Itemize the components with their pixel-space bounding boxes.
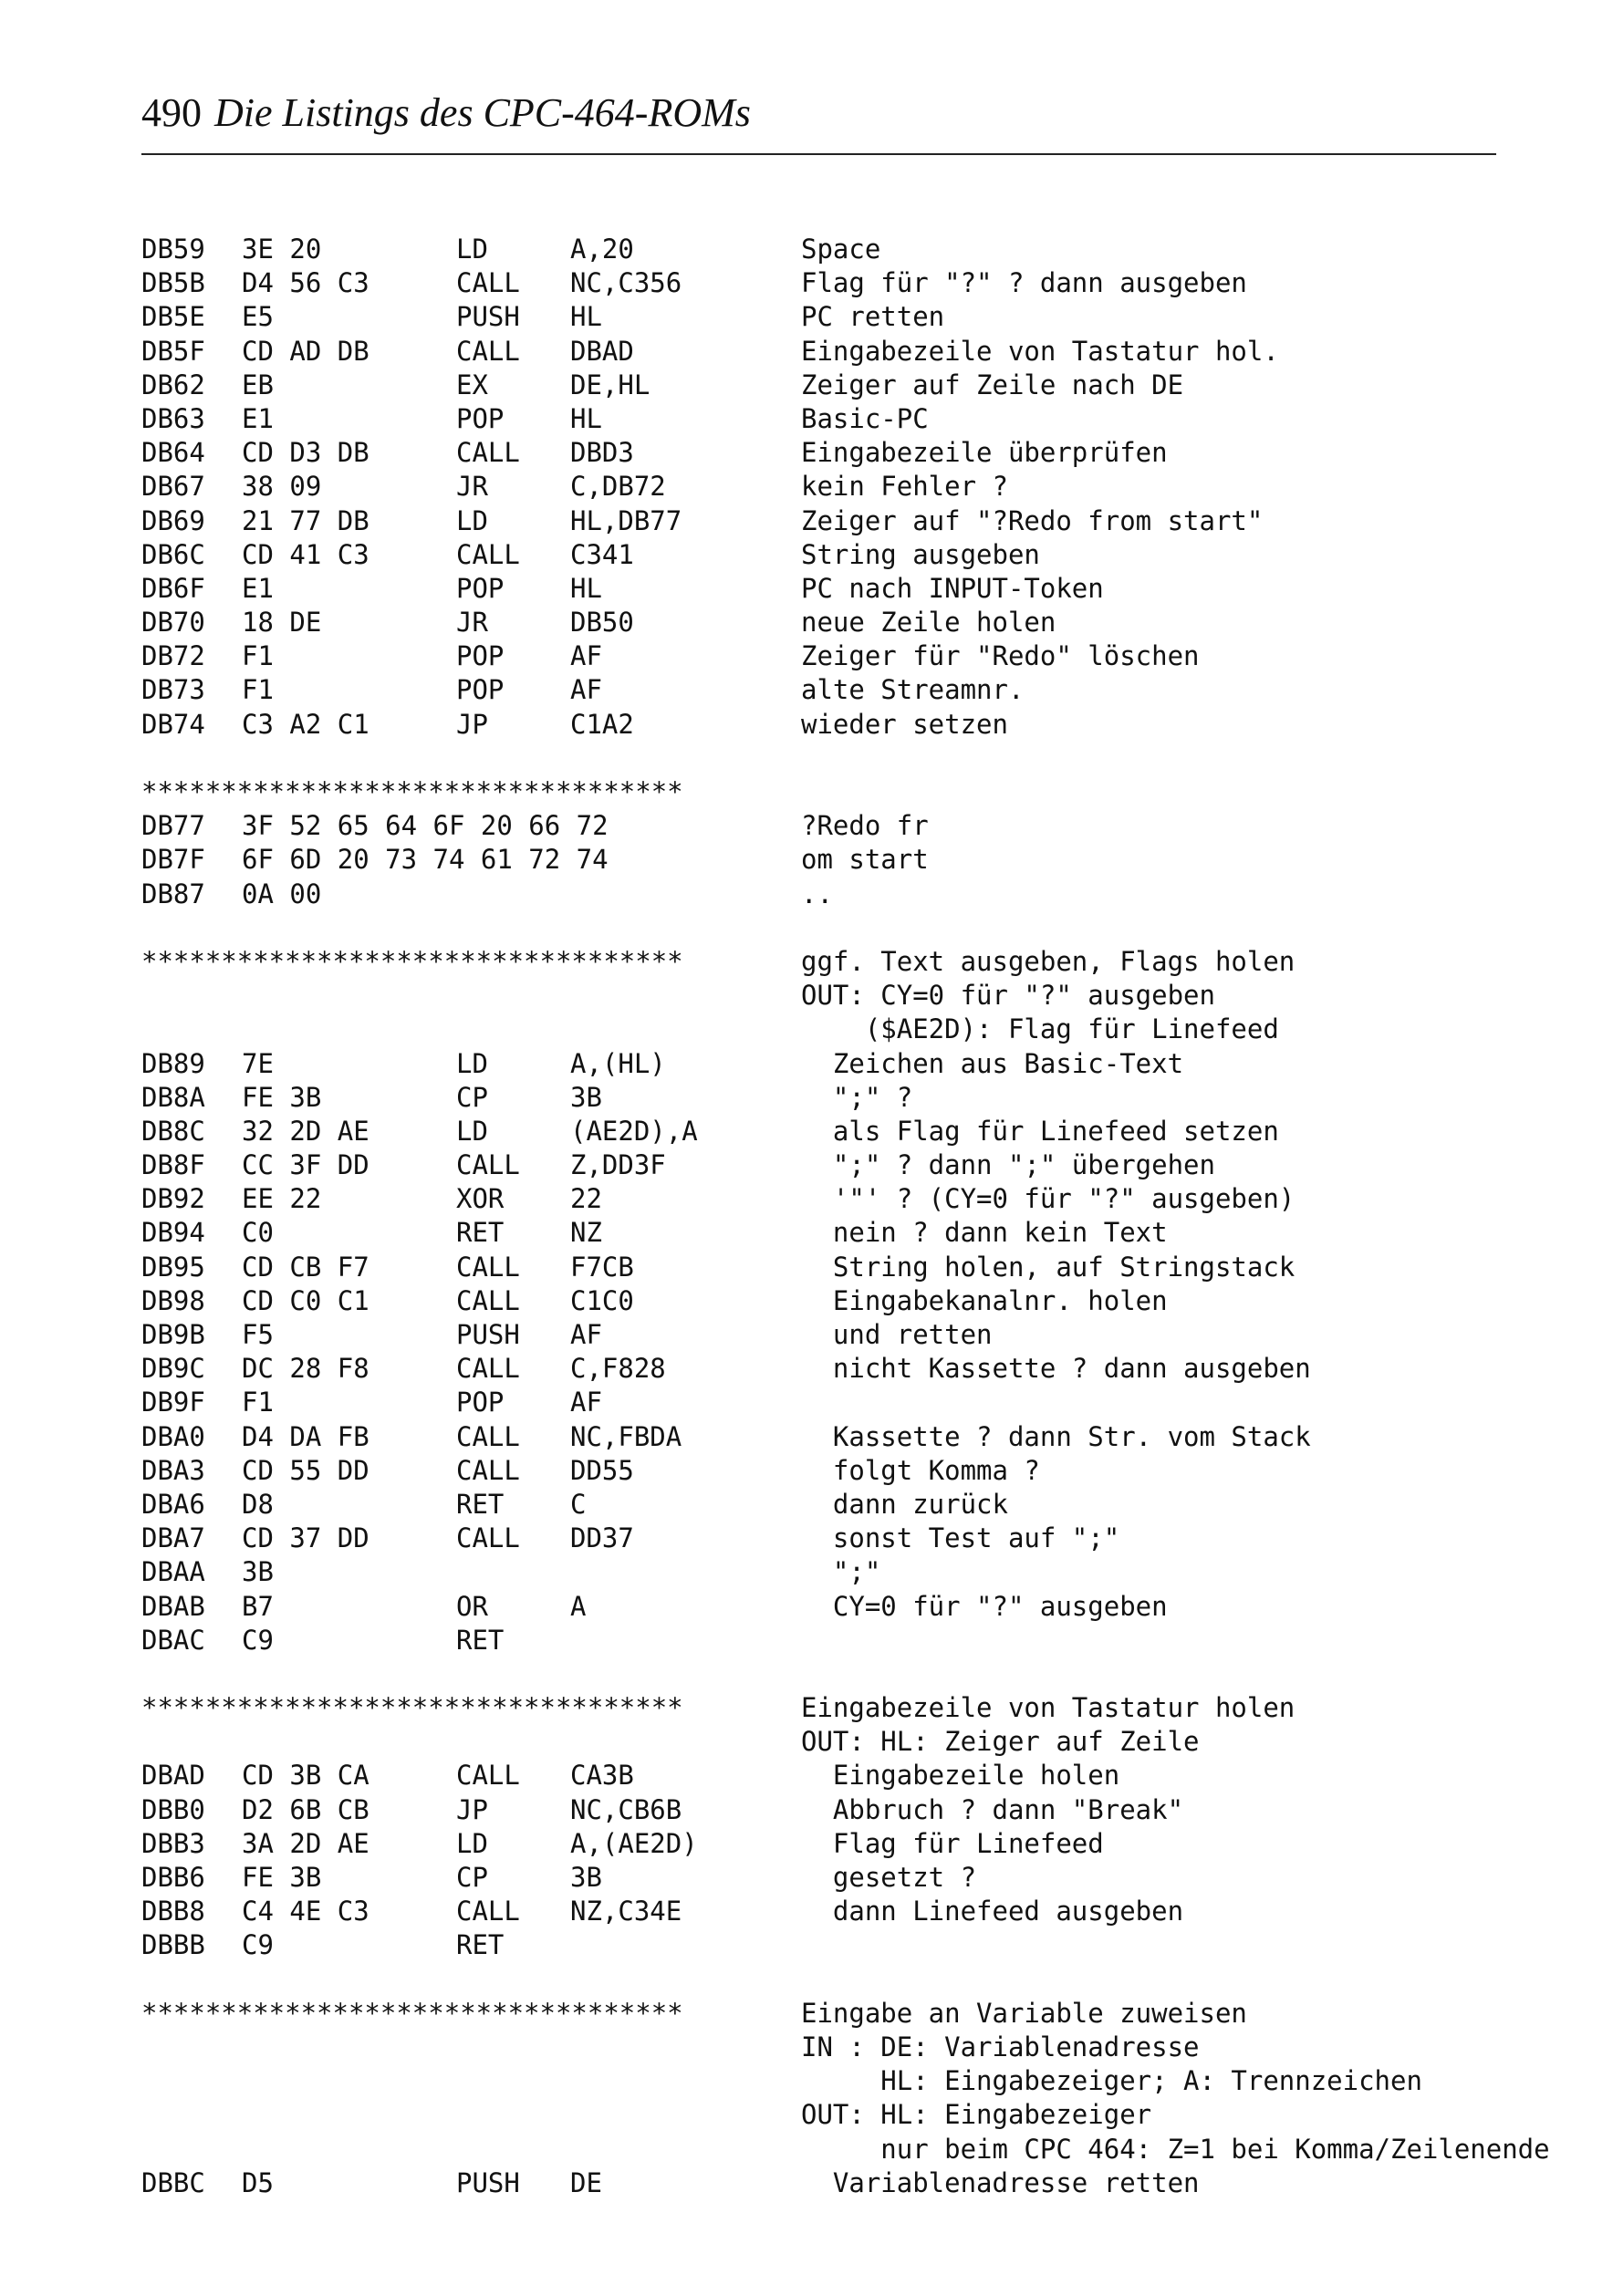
operand: HL bbox=[570, 402, 602, 434]
comment: wieder setzen bbox=[801, 708, 1008, 740]
hex-bytes: F1 bbox=[242, 1387, 274, 1418]
hex-bytes: 6F 6D 20 73 74 61 72 74 bbox=[242, 844, 609, 876]
address: DBAA bbox=[141, 1556, 205, 1588]
mnemonic: CALL bbox=[456, 1251, 520, 1283]
listing-line bbox=[141, 2098, 1528, 2132]
listing-line bbox=[141, 1895, 1528, 1928]
mnemonic: RET bbox=[456, 1624, 505, 1656]
address: DBB0 bbox=[141, 1793, 205, 1825]
comment: Basic-PC bbox=[801, 402, 929, 434]
listing-line bbox=[141, 1725, 1528, 1759]
hex-bytes: DC 28 F8 bbox=[242, 1353, 369, 1385]
mnemonic: RET bbox=[456, 1488, 505, 1520]
comment: nicht Kassette ? dann ausgeben bbox=[801, 1353, 1311, 1385]
listing-line bbox=[141, 1318, 1528, 1352]
blank-line bbox=[141, 1657, 1528, 1691]
comment: Flag für Linefeed bbox=[801, 1827, 1104, 1859]
operand: C1C0 bbox=[570, 1284, 634, 1316]
address: DB8C bbox=[141, 1115, 205, 1147]
address: DB98 bbox=[141, 1284, 205, 1316]
operand: DE bbox=[570, 2166, 602, 2198]
listing-line bbox=[141, 369, 1528, 402]
operand: DD55 bbox=[570, 1454, 634, 1486]
address: DB9B bbox=[141, 1319, 205, 1350]
address: DB5B bbox=[141, 267, 205, 299]
listing-line bbox=[141, 1216, 1528, 1250]
address: DBA7 bbox=[141, 1522, 205, 1554]
hex-bytes: D4 56 C3 bbox=[242, 267, 369, 299]
operand: DBAD bbox=[570, 335, 634, 367]
address: DB6F bbox=[141, 572, 205, 604]
comment: Eingabezeile von Tastatur holen bbox=[801, 1692, 1296, 1724]
mnemonic: XOR bbox=[456, 1183, 505, 1215]
operand: DE,HL bbox=[570, 369, 650, 400]
listing-line bbox=[141, 436, 1528, 470]
comment: gesetzt ? bbox=[801, 1862, 977, 1893]
hex-bytes: C9 bbox=[242, 1929, 274, 1961]
listing-line bbox=[141, 639, 1528, 673]
operand: A,(AE2D) bbox=[570, 1827, 698, 1859]
hex-bytes: EB bbox=[242, 369, 274, 400]
hex-bytes: 3E 20 bbox=[242, 234, 322, 265]
hex-bytes: D8 bbox=[242, 1488, 274, 1520]
listing-line bbox=[141, 1928, 1528, 1962]
asterisk-separator: ********************************** bbox=[141, 776, 683, 807]
comment: Kassette ? dann Str. vom Stack bbox=[801, 1420, 1311, 1452]
listing-line bbox=[141, 572, 1528, 606]
hex-bytes: F1 bbox=[242, 640, 274, 672]
operand: 22 bbox=[570, 1183, 602, 1215]
comment: Eingabe an Variable zuweisen bbox=[801, 1997, 1247, 2029]
hex-bytes: C0 bbox=[242, 1217, 274, 1249]
listing-line bbox=[141, 1861, 1528, 1895]
address: DB9F bbox=[141, 1387, 205, 1418]
address: DB5F bbox=[141, 335, 205, 367]
mnemonic: JP bbox=[456, 1793, 488, 1825]
address: DB94 bbox=[141, 1217, 205, 1249]
comment: Variablenadresse retten bbox=[801, 2166, 1200, 2198]
hex-bytes: CC 3F DD bbox=[242, 1149, 369, 1181]
comment: sonst Test auf ";" bbox=[801, 1522, 1120, 1554]
address: DB87 bbox=[141, 878, 205, 909]
mnemonic: OR bbox=[456, 1590, 488, 1622]
mnemonic: LD bbox=[456, 1047, 488, 1079]
comment: IN : DE: Variablenadresse bbox=[801, 2031, 1200, 2062]
hex-bytes: CD 55 DD bbox=[242, 1454, 369, 1486]
operand: C,F828 bbox=[570, 1353, 666, 1385]
comment: ";" ? dann ";" übergehen bbox=[801, 1149, 1215, 1181]
operand: CA3B bbox=[570, 1760, 634, 1792]
listing-line bbox=[141, 2133, 1550, 2166]
listing-line bbox=[141, 1793, 1528, 1827]
listing-line bbox=[141, 1827, 1528, 1861]
page-title: Die Listings des CPC-464-ROMs bbox=[214, 90, 751, 135]
hex-bytes: E1 bbox=[242, 402, 274, 434]
assembly-listing bbox=[141, 233, 1550, 2200]
listing-line bbox=[141, 402, 1528, 436]
hex-bytes: F1 bbox=[242, 674, 274, 706]
address: DBAB bbox=[141, 1590, 205, 1622]
address: DBBC bbox=[141, 2166, 205, 2198]
hex-bytes: 7E bbox=[242, 1047, 274, 1079]
comment: om start bbox=[801, 844, 929, 876]
address: DB7F bbox=[141, 844, 205, 876]
comment: PC retten bbox=[801, 301, 945, 333]
address: DB63 bbox=[141, 402, 205, 434]
listing-line bbox=[141, 1148, 1528, 1182]
listing-line bbox=[141, 1182, 1528, 1216]
listing-line bbox=[141, 673, 1528, 707]
mnemonic: CP bbox=[456, 1081, 488, 1113]
listing-line bbox=[141, 2166, 1528, 2200]
comment: CY=0 für "?" ausgeben bbox=[801, 1590, 1168, 1622]
operand: NZ bbox=[570, 1217, 602, 1249]
mnemonic: PUSH bbox=[456, 301, 520, 333]
hex-bytes: CD 41 C3 bbox=[242, 538, 369, 570]
hex-bytes: D2 6B CB bbox=[242, 1793, 369, 1825]
listing-line bbox=[141, 470, 1528, 504]
address: DB89 bbox=[141, 1047, 205, 1079]
hex-bytes: F5 bbox=[242, 1319, 274, 1350]
blank-line bbox=[141, 911, 1528, 945]
comment: '"' ? (CY=0 für "?" ausgeben) bbox=[801, 1183, 1296, 1215]
comment: alte Streamnr. bbox=[801, 674, 1025, 706]
comment: Eingabezeile überprüfen bbox=[801, 437, 1168, 469]
address: DB92 bbox=[141, 1183, 205, 1215]
address: DBA0 bbox=[141, 1420, 205, 1452]
hex-bytes: D5 bbox=[242, 2166, 274, 2198]
comment: dann zurück bbox=[801, 1488, 1008, 1520]
address: DBB6 bbox=[141, 1862, 205, 1893]
listing-line bbox=[141, 979, 1528, 1013]
mnemonic: CALL bbox=[456, 437, 520, 469]
hex-bytes: E1 bbox=[242, 572, 274, 604]
operand: DD37 bbox=[570, 1522, 634, 1554]
comment: Zeiger für "Redo" löschen bbox=[801, 640, 1200, 672]
comment: Abbruch ? dann "Break" bbox=[801, 1793, 1184, 1825]
blank-line bbox=[141, 1963, 1528, 1997]
address: DB9C bbox=[141, 1353, 205, 1385]
mnemonic: CALL bbox=[456, 1149, 520, 1181]
operand: AF bbox=[570, 1387, 602, 1418]
listing-line bbox=[141, 1013, 1528, 1046]
operand: 3B bbox=[570, 1862, 602, 1893]
mnemonic: LD bbox=[456, 504, 488, 536]
operand: NZ,C34E bbox=[570, 1896, 682, 1927]
mnemonic: POP bbox=[456, 1387, 505, 1418]
listing-line bbox=[141, 1522, 1528, 1555]
address: DB8F bbox=[141, 1149, 205, 1181]
listing-line bbox=[141, 708, 1528, 742]
listing-line bbox=[141, 1047, 1528, 1081]
mnemonic: JR bbox=[456, 471, 488, 503]
comment: OUT: CY=0 für "?" ausgeben bbox=[801, 980, 1215, 1012]
mnemonic: CALL bbox=[456, 1454, 520, 1486]
listing-line bbox=[141, 1555, 1528, 1589]
listing-line bbox=[141, 266, 1528, 300]
address: DB5E bbox=[141, 301, 205, 333]
operand: C bbox=[570, 1488, 587, 1520]
mnemonic: JP bbox=[456, 708, 488, 740]
mnemonic: RET bbox=[456, 1929, 505, 1961]
separator-line bbox=[141, 945, 1528, 979]
mnemonic: CALL bbox=[456, 1760, 520, 1792]
mnemonic: LD bbox=[456, 1827, 488, 1859]
mnemonic: POP bbox=[456, 674, 505, 706]
comment: Eingabezeile holen bbox=[801, 1760, 1120, 1792]
address: DB64 bbox=[141, 437, 205, 469]
hex-bytes: CD C0 C1 bbox=[242, 1284, 369, 1316]
listing-line bbox=[141, 606, 1528, 639]
address: DB70 bbox=[141, 607, 205, 639]
address: DBB3 bbox=[141, 1827, 205, 1859]
mnemonic: CALL bbox=[456, 1522, 520, 1554]
operand: HL,DB77 bbox=[570, 504, 682, 536]
listing-line bbox=[141, 878, 1528, 911]
separator-line bbox=[141, 1691, 1528, 1725]
comment: String ausgeben bbox=[801, 538, 1040, 570]
hex-bytes: 3A 2D AE bbox=[242, 1827, 369, 1859]
operand: A,20 bbox=[570, 234, 634, 265]
mnemonic: EX bbox=[456, 369, 488, 400]
mnemonic: CALL bbox=[456, 1420, 520, 1452]
operand: (AE2D),A bbox=[570, 1115, 698, 1147]
hex-bytes: 18 DE bbox=[242, 607, 322, 639]
operand: NC,C356 bbox=[570, 267, 682, 299]
mnemonic: CALL bbox=[456, 1284, 520, 1316]
operand: AF bbox=[570, 1319, 602, 1350]
comment: kein Fehler ? bbox=[801, 471, 1008, 503]
mnemonic: CALL bbox=[456, 1353, 520, 1385]
operand: AF bbox=[570, 674, 602, 706]
asterisk-separator: ********************************** bbox=[141, 1692, 683, 1724]
listing-line bbox=[141, 1115, 1528, 1148]
operand: A bbox=[570, 1590, 587, 1622]
operand: A,(HL) bbox=[570, 1047, 666, 1079]
hex-bytes: CD 37 DD bbox=[242, 1522, 369, 1554]
blank-line bbox=[141, 742, 1528, 775]
listing-line bbox=[141, 809, 1528, 843]
hex-bytes: E5 bbox=[242, 301, 274, 333]
comment: ggf. Text ausgeben, Flags holen bbox=[801, 945, 1296, 977]
listing-line bbox=[141, 1081, 1528, 1115]
page-header bbox=[141, 89, 1496, 137]
comment: ";" bbox=[801, 1556, 881, 1588]
address: DB73 bbox=[141, 674, 205, 706]
hex-bytes: FE 3B bbox=[242, 1081, 322, 1113]
operand: NC,CB6B bbox=[570, 1793, 682, 1825]
mnemonic: PUSH bbox=[456, 1319, 520, 1350]
address: DBB8 bbox=[141, 1896, 205, 1927]
operand: F7CB bbox=[570, 1251, 634, 1283]
operand: C341 bbox=[570, 538, 634, 570]
hex-bytes: CD D3 DB bbox=[242, 437, 369, 469]
hex-bytes: EE 22 bbox=[242, 1183, 322, 1215]
comment: Zeiger auf "?Redo from start" bbox=[801, 504, 1264, 536]
comment: String holen, auf Stringstack bbox=[801, 1251, 1296, 1283]
comment: nur beim CPC 464: Z=1 bei Komma/Zeilenende bbox=[801, 2133, 1550, 2165]
mnemonic: CALL bbox=[456, 1896, 520, 1927]
mnemonic: POP bbox=[456, 402, 505, 434]
mnemonic: CALL bbox=[456, 538, 520, 570]
mnemonic: CALL bbox=[456, 267, 520, 299]
address: DB74 bbox=[141, 708, 205, 740]
listing-line bbox=[141, 843, 1528, 877]
listing-line bbox=[141, 1454, 1528, 1488]
hex-bytes: C3 A2 C1 bbox=[242, 708, 369, 740]
hex-bytes: CD CB F7 bbox=[242, 1251, 369, 1283]
hex-bytes: CD AD DB bbox=[242, 335, 369, 367]
comment: als Flag für Linefeed setzen bbox=[801, 1115, 1279, 1147]
mnemonic: CALL bbox=[456, 335, 520, 367]
address: DB72 bbox=[141, 640, 205, 672]
listing-line bbox=[141, 1352, 1528, 1386]
comment: folgt Komma ? bbox=[801, 1454, 1040, 1486]
listing-line bbox=[141, 300, 1528, 334]
operand: C,DB72 bbox=[570, 471, 666, 503]
mnemonic: POP bbox=[456, 572, 505, 604]
comment: ?Redo fr bbox=[801, 810, 929, 842]
mnemonic: RET bbox=[456, 1217, 505, 1249]
address: DBAD bbox=[141, 1760, 205, 1792]
listing-line bbox=[141, 504, 1528, 538]
comment: OUT: HL: Zeiger auf Zeile bbox=[801, 1726, 1200, 1758]
address: DBAC bbox=[141, 1624, 205, 1656]
comment: .. bbox=[801, 878, 833, 909]
address: DBA6 bbox=[141, 1488, 205, 1520]
mnemonic: PUSH bbox=[456, 2166, 520, 2198]
listing-line bbox=[141, 233, 1528, 266]
listing-line bbox=[141, 1624, 1528, 1657]
operand: C1A2 bbox=[570, 708, 634, 740]
asterisk-separator: ********************************** bbox=[141, 945, 683, 977]
hex-bytes: 21 77 DB bbox=[242, 504, 369, 536]
listing-line bbox=[141, 1251, 1528, 1284]
operand: HL bbox=[570, 572, 602, 604]
mnemonic: POP bbox=[456, 640, 505, 672]
hex-bytes: D4 DA FB bbox=[242, 1420, 369, 1452]
hex-bytes: C4 4E C3 bbox=[242, 1896, 369, 1927]
mnemonic: LD bbox=[456, 1115, 488, 1147]
operand: NC,FBDA bbox=[570, 1420, 682, 1452]
address: DB69 bbox=[141, 504, 205, 536]
comment: neue Zeile holen bbox=[801, 607, 1056, 639]
address: DB67 bbox=[141, 471, 205, 503]
listing-line bbox=[141, 1284, 1528, 1318]
address: DB8A bbox=[141, 1081, 205, 1113]
separator-line bbox=[141, 1997, 1528, 2031]
comment: Eingabekanalnr. holen bbox=[801, 1284, 1168, 1316]
hex-bytes: FE 3B bbox=[242, 1862, 322, 1893]
asterisk-separator: ********************************** bbox=[141, 1997, 683, 2029]
address: DB62 bbox=[141, 369, 205, 400]
header-rule bbox=[141, 153, 1496, 155]
hex-bytes: 3F 52 65 64 6F 20 66 72 bbox=[242, 810, 609, 842]
comment: ($AE2D): Flag für Linefeed bbox=[801, 1013, 1279, 1045]
comment: nein ? dann kein Text bbox=[801, 1217, 1168, 1249]
operand: HL bbox=[570, 301, 602, 333]
operand: DBD3 bbox=[570, 437, 634, 469]
operand: Z,DD3F bbox=[570, 1149, 666, 1181]
hex-bytes: 3B bbox=[242, 1556, 274, 1588]
operand: DB50 bbox=[570, 607, 634, 639]
listing-line bbox=[141, 335, 1528, 369]
comment: Eingabezeile von Tastatur hol. bbox=[801, 335, 1279, 367]
address: DB95 bbox=[141, 1251, 205, 1283]
listing-line bbox=[141, 538, 1528, 572]
listing-line bbox=[141, 1488, 1528, 1522]
comment: OUT: HL: Eingabezeiger bbox=[801, 2099, 1152, 2131]
hex-bytes: C9 bbox=[242, 1624, 274, 1656]
hex-bytes: CD 3B CA bbox=[242, 1760, 369, 1792]
hex-bytes: 38 09 bbox=[242, 471, 322, 503]
comment: und retten bbox=[801, 1319, 993, 1350]
address: DB77 bbox=[141, 810, 205, 842]
address: DB59 bbox=[141, 234, 205, 265]
comment: dann Linefeed ausgeben bbox=[801, 1896, 1184, 1927]
mnemonic: CP bbox=[456, 1862, 488, 1893]
listing-line bbox=[141, 2064, 1528, 2098]
comment: ";" ? bbox=[801, 1081, 913, 1113]
listing-line bbox=[141, 1420, 1528, 1454]
address: DBA3 bbox=[141, 1454, 205, 1486]
page-number: 490 bbox=[141, 90, 202, 135]
mnemonic: LD bbox=[456, 234, 488, 265]
hex-bytes: 0A 00 bbox=[242, 878, 322, 909]
listing-line bbox=[141, 1590, 1528, 1624]
comment: HL: Eingabezeiger; A: Trennzeichen bbox=[801, 2065, 1422, 2097]
separator-line bbox=[141, 775, 1528, 809]
comment: PC nach INPUT-Token bbox=[801, 572, 1104, 604]
operand: 3B bbox=[570, 1081, 602, 1113]
hex-bytes: 32 2D AE bbox=[242, 1115, 369, 1147]
comment: Zeiger auf Zeile nach DE bbox=[801, 369, 1184, 400]
listing-line bbox=[141, 2031, 1528, 2064]
comment: Zeichen aus Basic-Text bbox=[801, 1047, 1184, 1079]
operand: AF bbox=[570, 640, 602, 672]
address: DBBB bbox=[141, 1929, 205, 1961]
address: DB6C bbox=[141, 538, 205, 570]
listing-line bbox=[141, 1386, 1528, 1419]
mnemonic: JR bbox=[456, 607, 488, 639]
comment: Space bbox=[801, 234, 881, 265]
listing-line bbox=[141, 1759, 1528, 1792]
hex-bytes: B7 bbox=[242, 1590, 274, 1622]
comment: Flag für "?" ? dann ausgeben bbox=[801, 267, 1247, 299]
